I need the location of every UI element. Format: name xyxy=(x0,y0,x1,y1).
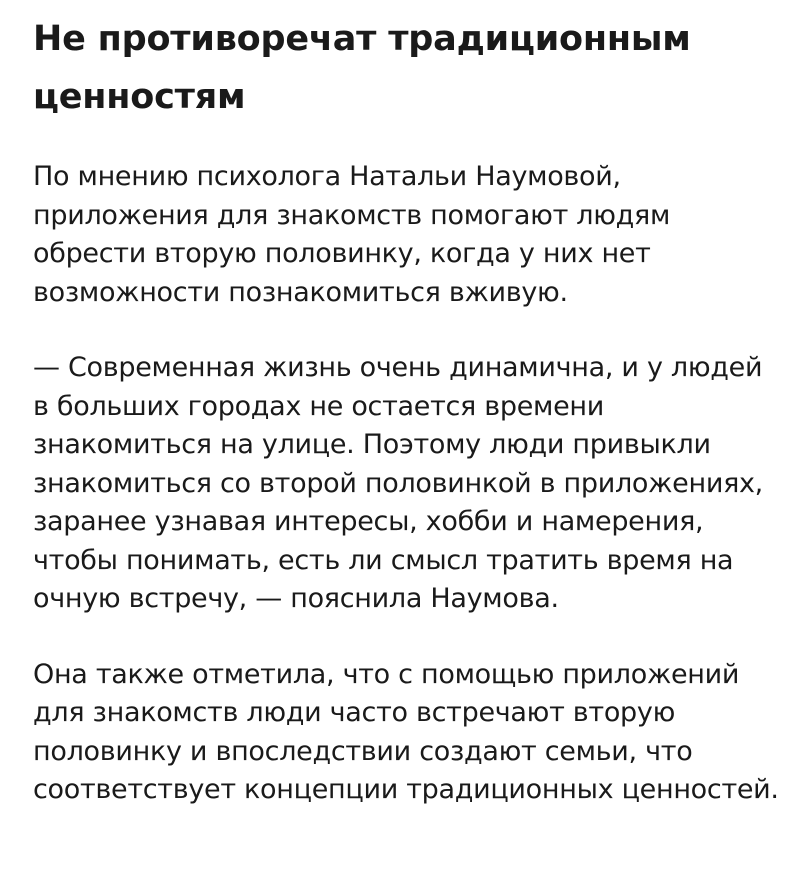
article-body xyxy=(33,10,783,847)
article-paragraph-quote: — Современная жизнь очень динамична, и у людей в больших городах не остается времени знакомиться на улице. Поэтому люди привыкли знакомиться со второй половинкой в приложениях, заранее узнавая интересы, хобби и намерения, чтобы понимать, есть ли смысл тратить время на очную встречу, — пояснила Наумова. xyxy=(33,352,763,614)
article-paragraph-conclusion: Она также отметила, что с помощью приложений для знакомств люди часто встречают вторую половинку и впоследствии создают семьи, что соответствует концепции традиционных ценностей. xyxy=(33,658,779,805)
article-paragraph-intro: По мнению психолога Натальи Наумовой, приложения для знакомств помогают людям обрести вторую половинку, когда у них нет возможности познакомиться вживую. xyxy=(33,161,671,308)
section-heading: Не противоречат традиционным ценностям xyxy=(33,19,691,117)
